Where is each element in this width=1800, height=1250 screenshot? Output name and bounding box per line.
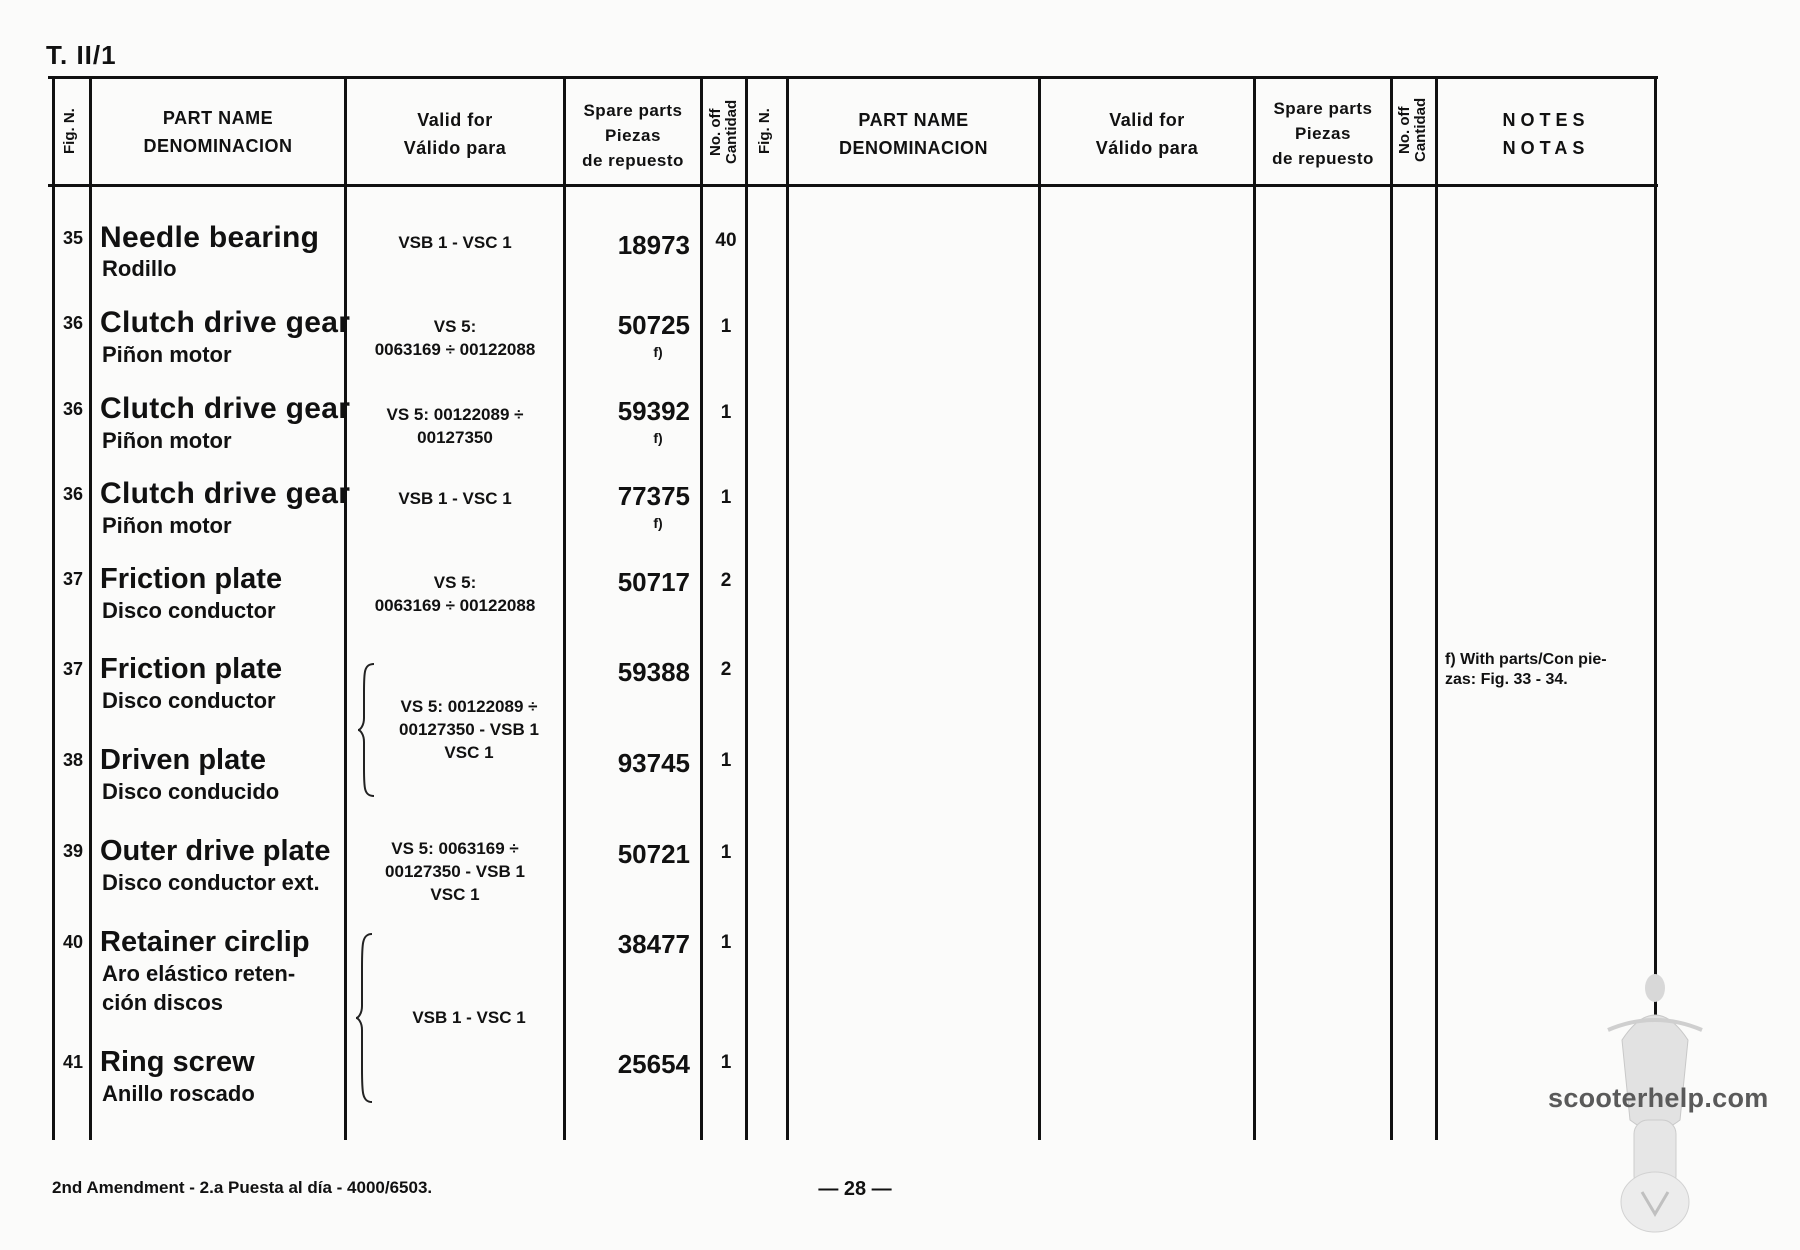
footnote-mark: f) — [653, 344, 663, 360]
header-qty-right: No. off Cantidad — [1396, 97, 1429, 163]
valid-for: VS 5: 0063169 ÷ 00122088 — [374, 573, 536, 615]
curly-brace-icon — [356, 662, 378, 798]
part-name-spanish: Piñon motor — [102, 428, 232, 453]
footnote-mark: f) — [653, 515, 663, 531]
part-number: 50721 — [617, 839, 690, 869]
header-part-name: PART NAME DENOMINACION — [143, 108, 293, 156]
part-name-spanish: Disco conducido — [102, 779, 280, 804]
part-name: Needle bearing — [100, 221, 320, 254]
part-number: 59388 — [617, 657, 690, 687]
part-name: Outer drive plate — [100, 835, 331, 867]
fig-number: 37 — [62, 569, 84, 589]
part-number: 18973 — [617, 230, 690, 260]
quantity: 1 — [720, 842, 732, 863]
quantity: 1 — [720, 487, 732, 508]
part-name-spanish: Piñon motor — [102, 342, 232, 367]
footnote: f) With parts/Con pie- zas: Fig. 33 - 34. — [1445, 651, 1607, 688]
quantity: 2 — [720, 570, 732, 591]
part-name: Friction plate — [100, 563, 283, 595]
part-name-spanish: Rodillo — [102, 256, 177, 281]
part-number: 93745 — [617, 748, 690, 778]
part-number: 25654 — [617, 1049, 690, 1079]
part-number: 50725 — [617, 310, 690, 340]
fig-number: 37 — [62, 659, 84, 679]
fig-number: 41 — [62, 1052, 84, 1072]
watermark: scooterhelp.com — [1548, 1083, 1769, 1113]
header-notes: NOTES NOTAS — [1502, 110, 1590, 158]
header-valid-for: Valid for Válido para — [403, 110, 507, 158]
fig-number: 38 — [62, 750, 84, 770]
header-qty: No. off Cantidad — [707, 99, 740, 165]
fig-number: 40 — [62, 932, 84, 952]
quantity: 1 — [720, 402, 732, 423]
fig-number: 35 — [62, 228, 84, 248]
part-number: 59392 — [617, 396, 690, 426]
part-number: 38477 — [617, 929, 690, 959]
fig-number: 36 — [62, 399, 84, 419]
quantity: 1 — [720, 750, 732, 771]
header-spare-parts: Spare parts Piezas de repuesto — [582, 101, 684, 170]
header-spare-parts-right: Spare parts Piezas de repuesto — [1272, 99, 1374, 168]
curly-brace-icon — [354, 932, 376, 1104]
part-name-spanish: Piñon motor — [102, 513, 232, 538]
part-name-spanish: Anillo roscado — [102, 1081, 255, 1106]
header-fig: Fig. N. — [61, 108, 78, 154]
footnote-mark: f) — [653, 430, 663, 446]
part-name: Retainer circlip — [100, 926, 310, 958]
fig-number: 36 — [62, 313, 84, 333]
valid-for: VS 5: 00122089 ÷ 00127350 — [386, 405, 524, 447]
part-name: Clutch drive gear — [100, 477, 351, 510]
page-number: — 28 — — [818, 1178, 892, 1200]
valid-for: VSB 1 - VSC 1 — [398, 489, 512, 508]
quantity: 1 — [720, 316, 732, 337]
quantity: 1 — [720, 1052, 732, 1073]
header-fig-right: Fig. N. — [756, 108, 773, 154]
quantity: 40 — [715, 230, 737, 251]
part-name-spanish: Disco conductor — [102, 688, 276, 713]
header-part-name-right: PART NAME DENOMINACION — [839, 110, 988, 158]
part-name: Friction plate — [100, 653, 283, 685]
part-number: 77375 — [617, 481, 690, 511]
quantity: 1 — [720, 932, 732, 953]
footer-amendment: 2nd Amendment - 2.a Puesta al día - 4000/6503. — [52, 1178, 433, 1197]
valid-for: VS 5: 0063169 ÷ 00122088 — [374, 317, 536, 359]
page-code: T. II/1 — [46, 40, 117, 70]
valid-for: VS 5: 00122089 ÷ 00127350 - VSB 1 VSC 1 — [399, 697, 539, 762]
quantity: 2 — [720, 659, 732, 680]
part-name: Driven plate — [100, 744, 266, 776]
valid-for: VSB 1 - VSC 1 — [412, 1008, 526, 1027]
header-valid-for-right: Valid for Válido para — [1095, 110, 1199, 158]
valid-for: VS 5: 0063169 ÷ 00127350 - VSB 1 VSC 1 — [385, 839, 525, 904]
part-name-spanish: Disco conductor — [102, 598, 276, 623]
part-name: Ring screw — [100, 1046, 255, 1078]
fig-number: 36 — [62, 484, 84, 504]
fig-number: 39 — [62, 841, 84, 861]
part-name-spanish: Disco conductor ext. — [102, 870, 320, 895]
part-name: Clutch drive gear — [100, 306, 351, 339]
part-name-spanish: Aro elástico reten- ción discos — [102, 961, 296, 1015]
part-name: Clutch drive gear — [100, 392, 351, 425]
valid-for: VSB 1 - VSC 1 — [398, 233, 512, 252]
part-number: 50717 — [617, 567, 690, 597]
